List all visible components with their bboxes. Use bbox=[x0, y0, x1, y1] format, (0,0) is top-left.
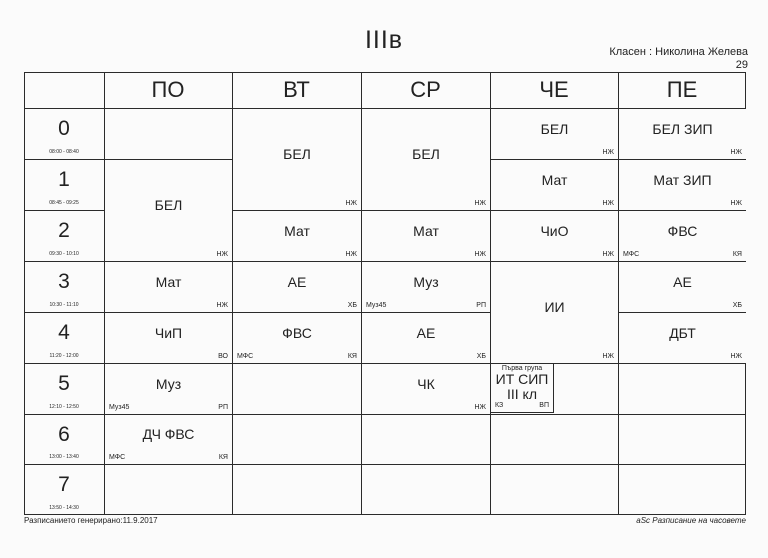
lesson-subject: ЧК bbox=[417, 376, 435, 392]
day-header: ЧЕ bbox=[539, 77, 569, 102]
lesson-subject: ЧиП bbox=[154, 325, 183, 341]
lesson-room: МФС bbox=[237, 353, 254, 360]
lesson-group: Първа група bbox=[501, 365, 543, 372]
period-number: 1 bbox=[58, 168, 70, 191]
slot-divider bbox=[361, 414, 490, 415]
slot-divider bbox=[232, 464, 361, 465]
lesson-teacher: НЖ bbox=[216, 302, 228, 309]
lesson-subject: ДБТ bbox=[669, 325, 696, 341]
lesson-cell bbox=[619, 160, 746, 210]
lesson-teacher: НЖ bbox=[602, 200, 614, 207]
lesson-subject: АЕ bbox=[673, 274, 692, 290]
period-time: 08:00 - 08:40 bbox=[49, 149, 79, 155]
period-time: 10:30 - 11:10 bbox=[49, 302, 79, 308]
lesson-cell bbox=[105, 415, 232, 464]
period-number: 3 bbox=[58, 270, 70, 293]
lesson-teacher: НЖ bbox=[730, 149, 742, 156]
slot-divider bbox=[490, 464, 618, 465]
day-header: СР bbox=[410, 77, 441, 102]
lesson-cell bbox=[362, 313, 490, 363]
lesson-subject: ФВС bbox=[282, 325, 312, 341]
lesson-cell bbox=[233, 262, 361, 312]
lesson-teacher: НЖ bbox=[602, 149, 614, 156]
lesson-teacher: КЯ bbox=[218, 454, 228, 461]
lesson-subject: ФВС bbox=[667, 223, 698, 239]
lesson-cell bbox=[105, 160, 232, 261]
period-divider bbox=[24, 363, 104, 364]
period-time: 13:00 - 13:40 bbox=[49, 454, 79, 460]
slot-divider bbox=[361, 464, 490, 465]
slot-divider bbox=[490, 414, 618, 415]
lesson-teacher: НЖ bbox=[730, 200, 742, 207]
lesson-subject: БЕЛ bbox=[540, 121, 569, 137]
lesson-subject: АЕ bbox=[287, 274, 307, 290]
lesson-cell bbox=[362, 262, 490, 312]
period-number: 0 bbox=[58, 117, 70, 140]
lesson-subject: Муз bbox=[413, 274, 439, 290]
slot-divider bbox=[618, 363, 746, 364]
lesson-teacher: ХБ bbox=[347, 302, 357, 309]
lesson-teacher: ХБ bbox=[732, 302, 742, 309]
lesson-subject: БЕЛ ЗИП bbox=[652, 121, 713, 137]
software-credit: aSc Разписание на часовете bbox=[636, 516, 746, 525]
lesson-room: МФС bbox=[109, 454, 126, 461]
lesson-room: Муз45 bbox=[366, 302, 387, 309]
lesson-teacher: НЖ bbox=[602, 353, 614, 360]
lesson-teacher: ВП bbox=[539, 402, 549, 409]
lesson-room: МФС bbox=[623, 251, 640, 258]
class-teacher: Класен : Николина Желева bbox=[609, 46, 748, 58]
day-header: ПО bbox=[151, 77, 185, 102]
slot-divider bbox=[618, 414, 746, 415]
period-number: 2 bbox=[58, 219, 70, 242]
lesson-subject: ЧиО bbox=[540, 223, 569, 239]
generated-date: Разписанието генерирано:11.9.2017 bbox=[24, 516, 158, 525]
lesson-cell bbox=[491, 160, 618, 210]
lesson-cell bbox=[619, 313, 746, 363]
slot-divider bbox=[618, 464, 746, 465]
lesson-teacher: ХБ bbox=[476, 353, 486, 360]
lesson-subject: Муз bbox=[155, 376, 182, 392]
lesson-teacher: РП bbox=[218, 404, 228, 411]
period-number: 7 bbox=[58, 473, 70, 496]
lesson-subject-level: III кл bbox=[506, 386, 537, 402]
period-divider bbox=[24, 312, 104, 313]
lesson-subject: Мат ЗИП bbox=[653, 172, 712, 188]
lesson-cell bbox=[233, 313, 361, 363]
lesson-cell bbox=[362, 109, 490, 210]
lesson-subject: ИИ bbox=[544, 299, 565, 315]
period-number: 5 bbox=[58, 372, 70, 395]
lesson-teacher: КЯ bbox=[347, 353, 357, 360]
lesson-room: КЗ bbox=[495, 402, 504, 409]
lesson-cell bbox=[362, 364, 490, 414]
period-time: 09:30 - 10:10 bbox=[49, 251, 79, 257]
lesson-cell bbox=[362, 211, 490, 261]
timetable-grid bbox=[24, 72, 746, 515]
period-number: 6 bbox=[58, 423, 70, 446]
lesson-teacher: НЖ bbox=[345, 200, 357, 207]
lesson-subject: ИТ СИП bbox=[495, 371, 549, 387]
lesson-subject: Мат bbox=[413, 223, 439, 239]
grid-border-bottom bbox=[24, 514, 746, 515]
lesson-cell bbox=[491, 211, 618, 261]
period-divider bbox=[24, 159, 104, 160]
period-divider bbox=[24, 464, 104, 465]
lesson-teacher: КЯ bbox=[732, 251, 742, 258]
slot-divider bbox=[104, 464, 232, 465]
lesson-cell bbox=[491, 109, 618, 159]
lesson-teacher: РП bbox=[476, 302, 486, 309]
lesson-cell bbox=[491, 262, 618, 363]
period-time: 12:10 - 12:50 bbox=[49, 404, 79, 410]
lesson-subject: БЕЛ bbox=[283, 146, 311, 162]
lesson-subject: Мат bbox=[155, 274, 182, 290]
lesson-subject: ДЧ ФВС bbox=[142, 426, 195, 442]
lesson-teacher: НЖ bbox=[216, 251, 228, 258]
period-time: 13:50 - 14:30 bbox=[49, 505, 79, 511]
lesson-teacher: ВО bbox=[218, 353, 228, 360]
lesson-cell bbox=[233, 109, 361, 210]
period-time: 08:45 - 09:25 bbox=[49, 200, 79, 206]
period-time: 11:20 - 12:00 bbox=[49, 353, 79, 359]
lesson-cell bbox=[619, 211, 746, 261]
lesson-subject: Мат bbox=[541, 172, 568, 188]
period-number: 4 bbox=[58, 321, 70, 344]
lesson-cell bbox=[619, 262, 746, 312]
lesson-subject: Мат bbox=[284, 223, 310, 239]
lesson-cell bbox=[619, 109, 746, 159]
day-header: ВТ bbox=[283, 77, 310, 102]
page-title: IIIв bbox=[364, 26, 404, 54]
lesson-cell bbox=[105, 262, 232, 312]
period-divider bbox=[24, 210, 104, 211]
day-header: ПЕ bbox=[666, 77, 698, 102]
lesson-cell bbox=[105, 364, 232, 414]
lesson-teacher: НЖ bbox=[474, 251, 486, 258]
room-number: 29 bbox=[735, 59, 748, 71]
lesson-subject: БЕЛ bbox=[412, 146, 440, 162]
lesson-teacher: НЖ bbox=[474, 200, 486, 207]
lesson-subject: БЕЛ bbox=[154, 197, 183, 213]
lesson-teacher: НЖ bbox=[345, 251, 357, 258]
period-divider bbox=[24, 261, 104, 262]
lesson-room: Муз45 bbox=[109, 404, 130, 411]
lesson-teacher: НЖ bbox=[602, 251, 614, 258]
lesson-cell bbox=[233, 211, 361, 261]
group-lesson-cell bbox=[490, 363, 554, 413]
lesson-subject: АЕ bbox=[416, 325, 436, 341]
period-divider bbox=[24, 414, 104, 415]
slot-divider bbox=[232, 363, 361, 364]
lesson-teacher: НЖ bbox=[730, 353, 742, 360]
lesson-teacher: НЖ bbox=[474, 404, 486, 411]
slot-divider bbox=[232, 414, 361, 415]
lesson-cell bbox=[105, 313, 232, 363]
